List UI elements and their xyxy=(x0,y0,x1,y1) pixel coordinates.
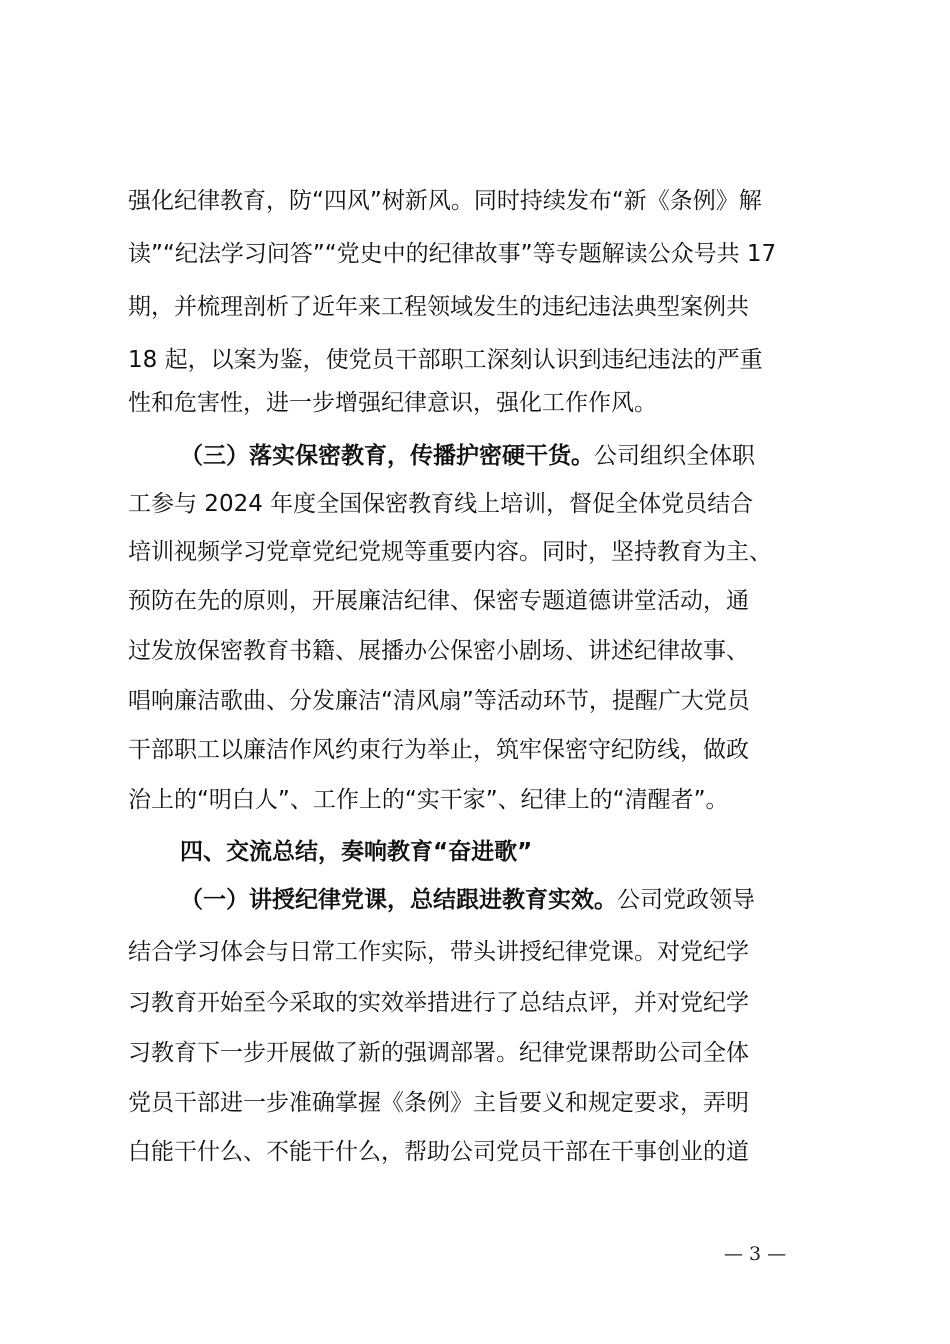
paragraph-line: 性和危害性，进一步增强纪律意识，强化工作作风。 xyxy=(128,390,657,416)
section-3-heading: （三）落实保密教育，传播护密硬干货。 xyxy=(180,443,594,469)
paragraph-line: 党员干部进一步准确掌握《条例》主旨要义和规定要求，弄明 xyxy=(128,1090,749,1116)
page-number: — 3 — xyxy=(724,1243,787,1265)
paragraph-line: 习教育开始至今采取的实效举措进行了总结点评，并对党纪学 xyxy=(128,990,749,1016)
section-4-1-text: 公司党政领导 xyxy=(617,887,755,913)
paragraph-line: 白能干什么、不能干什么，帮助公司党员干部在干事创业的道 xyxy=(128,1139,749,1165)
section-4-1-heading: （一）讲授纪律党课，总结跟进教育实效。 xyxy=(180,887,617,913)
paragraph-line: 预防在先的原则，开展廉洁纪律、保密专题道德讲堂活动，通 xyxy=(128,588,749,614)
paragraph-line: 习教育下一步开展做了新的强调部署。纪律党课帮助公司全体 xyxy=(128,1040,749,1066)
paragraph-line: 18 起，以案为鉴，使党员干部职工深刻认识到违纪违法的严重 xyxy=(128,347,763,373)
section-3-text: 公司组织全体职 xyxy=(594,443,755,469)
paragraph-line: 过发放保密教育书籍、展播办公保密小剧场、讲述纪律故事、 xyxy=(128,638,749,664)
paragraph-line: 治上的“明白人”、工作上的“实干家”、纪律上的“清醒者”。 xyxy=(128,787,729,813)
paragraph-line: 培训视频学习党章党纪党规等重要内容。同时，坚持教育为主、 xyxy=(128,539,772,565)
section-3-first-line xyxy=(180,436,755,476)
paragraph-line: 结合学习体会与日常工作实际，带头讲授纪律党课。对党纪学 xyxy=(128,939,749,965)
paragraph-line: 工参与 2024 年度全国保密教育线上培训，督促全体党员结合 xyxy=(128,491,754,517)
paragraph-line: 期，并梳理剖析了近年来工程领域发生的违纪违法典型案例共 xyxy=(128,294,749,320)
paragraph-line: 干部职工以廉洁作风约束行为举止，筑牢保密守纪防线，做政 xyxy=(128,737,749,763)
paragraph-line: 唱响廉洁歌曲、分发廉洁“清风扇”等活动环节，提醒广大党员 xyxy=(128,688,750,714)
paragraph-line: 读”“纪法学习问答”“党史中的纪律故事”等专题解读公众号共 17 xyxy=(128,241,777,267)
section-4-1-first-line xyxy=(180,880,755,920)
paragraph-line: 强化纪律教育，防“四风”树新风。同时持续发布“新《条例》解 xyxy=(128,188,762,214)
part-4-heading: 四、交流总结，奏响教育“奋进歌” xyxy=(180,839,533,865)
